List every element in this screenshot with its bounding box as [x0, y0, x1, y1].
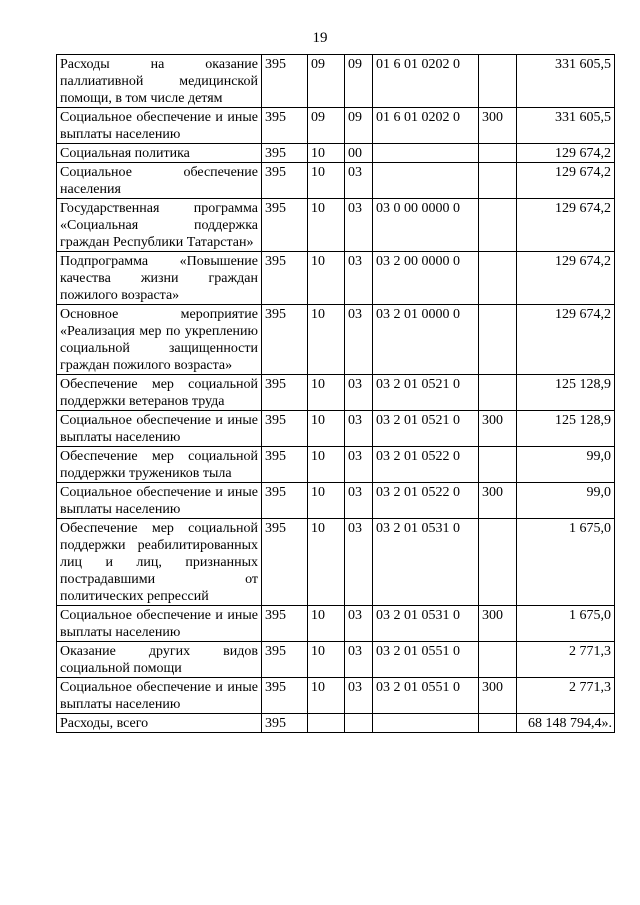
row-section-code-cell: 10 [308, 678, 345, 714]
row-target-item-cell [373, 163, 479, 199]
row-amount-cell: 1 675,0 [517, 519, 615, 606]
row-expense-type-cell [479, 199, 517, 252]
row-name-cell: Обеспечение мер социальной поддержки ветеранов труда [57, 375, 262, 411]
row-ministry-code-cell: 395 [262, 144, 308, 163]
row-subsection-code-cell [345, 714, 373, 733]
row-name-cell: Социальное обеспечение и иные выплаты населению [57, 108, 262, 144]
row-ministry-code-cell: 395 [262, 678, 308, 714]
row-expense-type-cell [479, 55, 517, 108]
table-row [57, 411, 615, 447]
row-expense-type-cell [479, 305, 517, 375]
row-expense-type-cell [479, 714, 517, 733]
row-amount-cell: 129 674,2 [517, 305, 615, 375]
row-section-code-cell: 09 [308, 108, 345, 144]
table-row [57, 108, 615, 144]
row-target-item-cell: 03 2 01 0521 0 [373, 375, 479, 411]
row-subsection-code-cell: 03 [345, 447, 373, 483]
row-section-code-cell: 10 [308, 144, 345, 163]
row-name-cell: Оказание других видов социальной помощи [57, 642, 262, 678]
page-number: 19 [312, 30, 328, 46]
row-amount-cell: 129 674,2 [517, 144, 615, 163]
row-subsection-code-cell: 03 [345, 678, 373, 714]
row-target-item-cell: 03 2 01 0521 0 [373, 411, 479, 447]
row-amount-cell: 68 148 794,4». [517, 714, 615, 733]
row-amount-cell: 2 771,3 [517, 678, 615, 714]
row-name-cell: Социальное обеспечение и иные выплаты населению [57, 411, 262, 447]
row-target-item-cell: 03 2 01 0551 0 [373, 642, 479, 678]
table-row [57, 375, 615, 411]
row-subsection-code-cell: 00 [345, 144, 373, 163]
row-ministry-code-cell: 395 [262, 519, 308, 606]
row-name-cell: Расходы, всего [57, 714, 262, 733]
row-amount-cell: 129 674,2 [517, 252, 615, 305]
row-section-code-cell: 10 [308, 411, 345, 447]
row-target-item-cell: 03 2 01 0522 0 [373, 447, 479, 483]
row-section-code-cell: 10 [308, 642, 345, 678]
row-target-item-cell [373, 714, 479, 733]
table-row [57, 447, 615, 483]
row-ministry-code-cell: 395 [262, 642, 308, 678]
row-ministry-code-cell: 395 [262, 305, 308, 375]
row-name-cell: Расходы на оказание паллиативной медицинской помощи, в том числе детям [57, 55, 262, 108]
row-subsection-code-cell: 03 [345, 199, 373, 252]
row-section-code-cell: 10 [308, 375, 345, 411]
row-ministry-code-cell: 395 [262, 714, 308, 733]
table-row [57, 642, 615, 678]
row-ministry-code-cell: 395 [262, 483, 308, 519]
row-subsection-code-cell: 03 [345, 411, 373, 447]
row-expense-type-cell [479, 252, 517, 305]
row-expense-type-cell: 300 [479, 411, 517, 447]
row-subsection-code-cell: 03 [345, 163, 373, 199]
table-row [57, 55, 615, 108]
table-row [57, 199, 615, 252]
row-target-item-cell: 03 2 01 0551 0 [373, 678, 479, 714]
row-name-cell: Обеспечение мер социальной поддержки тружеников тыла [57, 447, 262, 483]
row-ministry-code-cell: 395 [262, 199, 308, 252]
row-target-item-cell: 03 2 00 0000 0 [373, 252, 479, 305]
row-subsection-code-cell: 03 [345, 519, 373, 606]
row-target-item-cell: 01 6 01 0202 0 [373, 108, 479, 144]
row-subsection-code-cell: 03 [345, 606, 373, 642]
row-section-code-cell: 10 [308, 606, 345, 642]
row-expense-type-cell [479, 519, 517, 606]
table-row [57, 144, 615, 163]
row-amount-cell: 129 674,2 [517, 163, 615, 199]
row-ministry-code-cell: 395 [262, 411, 308, 447]
row-name-cell: Социальное обеспечение и иные выплаты населению [57, 483, 262, 519]
row-expense-type-cell [479, 163, 517, 199]
row-expense-type-cell: 300 [479, 108, 517, 144]
row-amount-cell: 99,0 [517, 447, 615, 483]
row-section-code-cell: 10 [308, 199, 345, 252]
table-row [57, 606, 615, 642]
row-amount-cell: 331 605,5 [517, 108, 615, 144]
row-target-item-cell [373, 144, 479, 163]
row-expense-type-cell: 300 [479, 483, 517, 519]
row-subsection-code-cell: 03 [345, 305, 373, 375]
row-amount-cell: 129 674,2 [517, 199, 615, 252]
row-amount-cell: 331 605,5 [517, 55, 615, 108]
row-section-code-cell: 09 [308, 55, 345, 108]
row-name-cell: Социальная политика [57, 144, 262, 163]
row-expense-type-cell: 300 [479, 606, 517, 642]
row-subsection-code-cell: 03 [345, 642, 373, 678]
row-subsection-code-cell: 03 [345, 483, 373, 519]
row-ministry-code-cell: 395 [262, 163, 308, 199]
row-amount-cell: 125 128,9 [517, 411, 615, 447]
row-target-item-cell: 03 2 01 0531 0 [373, 519, 479, 606]
row-subsection-code-cell: 09 [345, 108, 373, 144]
row-subsection-code-cell: 03 [345, 375, 373, 411]
row-section-code-cell: 10 [308, 519, 345, 606]
table-row [57, 714, 615, 733]
row-target-item-cell: 01 6 01 0202 0 [373, 55, 479, 108]
row-ministry-code-cell: 395 [262, 55, 308, 108]
budget-table [56, 54, 615, 733]
row-section-code-cell: 10 [308, 252, 345, 305]
row-amount-cell: 99,0 [517, 483, 615, 519]
table-row [57, 519, 615, 606]
row-target-item-cell: 03 2 01 0000 0 [373, 305, 479, 375]
row-section-code-cell: 10 [308, 447, 345, 483]
row-target-item-cell: 03 2 01 0522 0 [373, 483, 479, 519]
row-target-item-cell: 03 2 01 0531 0 [373, 606, 479, 642]
row-section-code-cell: 10 [308, 483, 345, 519]
row-amount-cell: 125 128,9 [517, 375, 615, 411]
row-name-cell: Социальное обеспечение и иные выплаты населению [57, 606, 262, 642]
row-expense-type-cell [479, 447, 517, 483]
row-ministry-code-cell: 395 [262, 252, 308, 305]
table-row [57, 483, 615, 519]
row-target-item-cell: 03 0 00 0000 0 [373, 199, 479, 252]
table-row [57, 678, 615, 714]
row-section-code-cell: 10 [308, 163, 345, 199]
table-row [57, 305, 615, 375]
row-ministry-code-cell: 395 [262, 606, 308, 642]
row-name-cell: Подпрограмма «Повышение качества жизни граждан пожилого возраста» [57, 252, 262, 305]
row-ministry-code-cell: 395 [262, 375, 308, 411]
row-expense-type-cell [479, 144, 517, 163]
table-row [57, 163, 615, 199]
row-expense-type-cell [479, 642, 517, 678]
row-ministry-code-cell: 395 [262, 108, 308, 144]
row-expense-type-cell [479, 375, 517, 411]
row-name-cell: Основное мероприятие «Реализация мер по укреплению социальной защищенности граждан пожилого возраста» [57, 305, 262, 375]
row-subsection-code-cell: 09 [345, 55, 373, 108]
table-row [57, 252, 615, 305]
row-name-cell: Социальное обеспечение и иные выплаты населению [57, 678, 262, 714]
row-section-code-cell: 10 [308, 305, 345, 375]
row-name-cell: Социальное обеспечение населения [57, 163, 262, 199]
row-name-cell: Государственная программа «Социальная поддержка граждан Республики Татарстан» [57, 199, 262, 252]
row-expense-type-cell: 300 [479, 678, 517, 714]
row-name-cell: Обеспечение мер социальной поддержки реабилитированных лиц и лиц, признанных пострадавшими от политических репрессий [57, 519, 262, 606]
row-subsection-code-cell: 03 [345, 252, 373, 305]
row-section-code-cell [308, 714, 345, 733]
row-ministry-code-cell: 395 [262, 447, 308, 483]
row-amount-cell: 1 675,0 [517, 606, 615, 642]
row-amount-cell: 2 771,3 [517, 642, 615, 678]
